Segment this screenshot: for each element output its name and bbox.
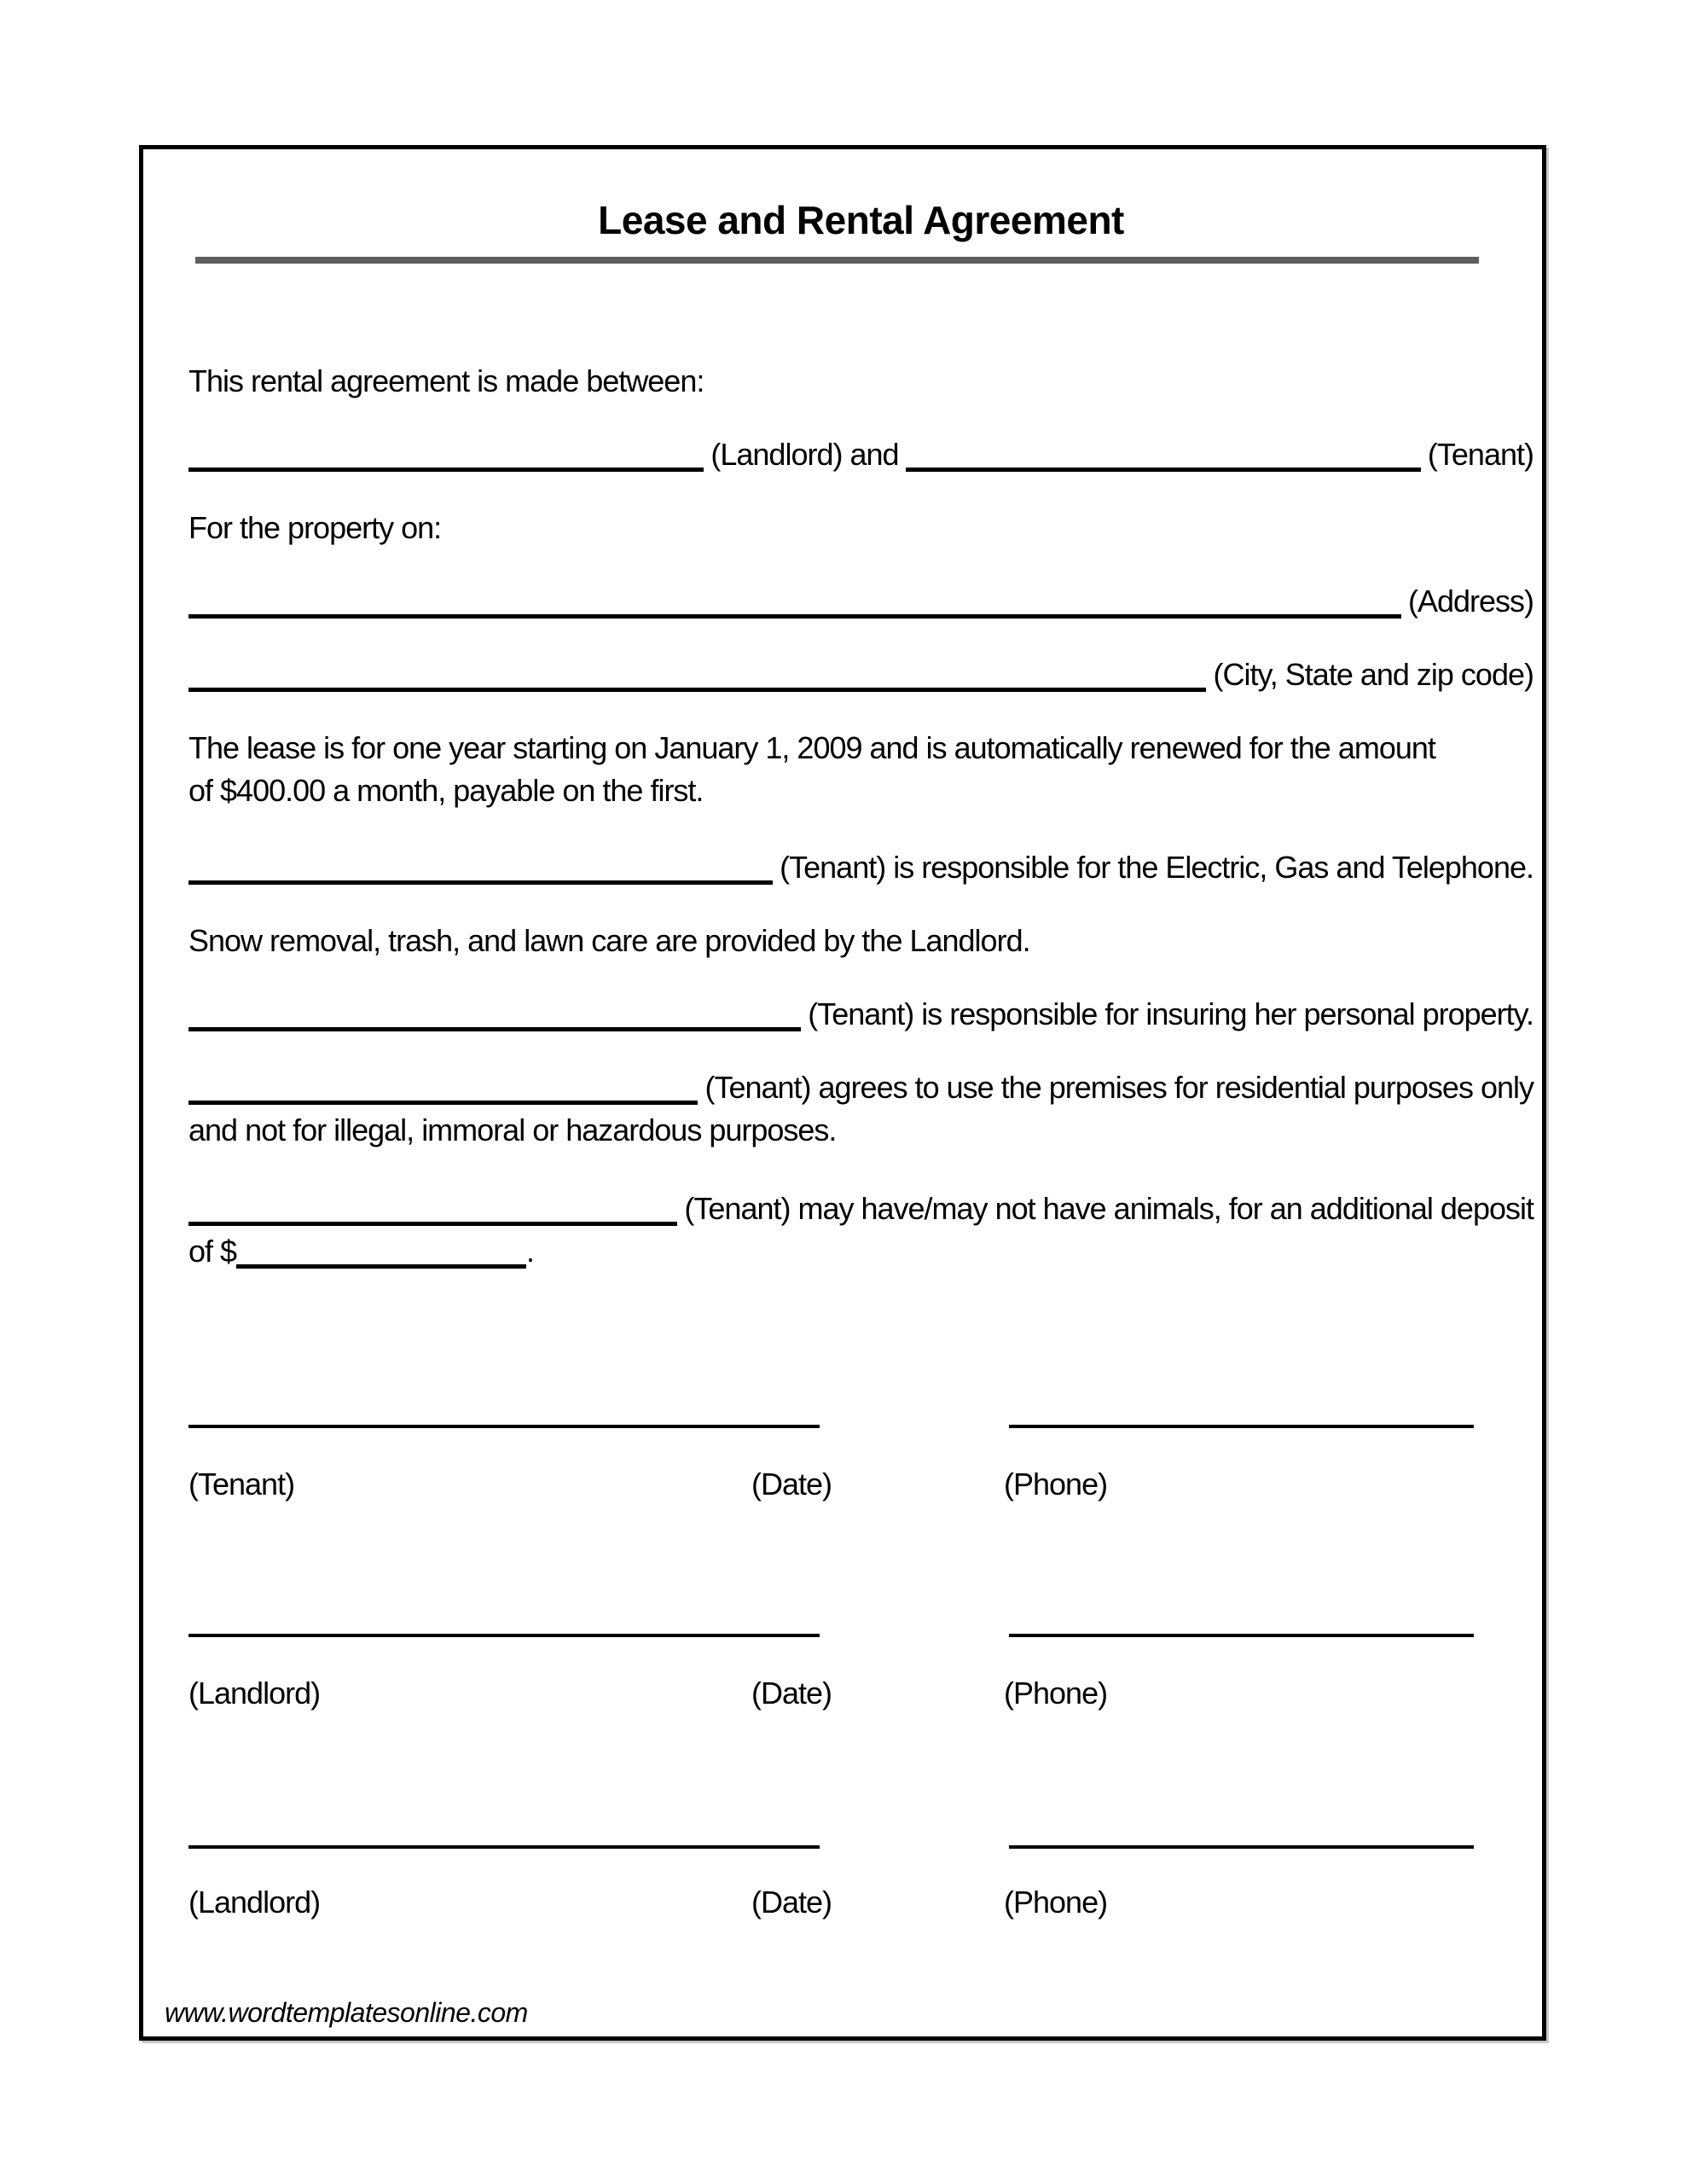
tenant-signature-line [188,1425,820,1428]
insurance-tenant-blank [188,1027,801,1031]
lease-term-line-2: of $400.00 a month, payable on the first. [188,773,704,808]
use-clause-text-2: and not for illegal, immoral or hazardous purposes. [188,1112,837,1147]
use-clause-paragraph [188,1066,1533,1152]
animals-clause-line-1 [188,1188,1533,1230]
use-clause-tenant-blank [188,1101,698,1105]
deposit-line [188,1230,1533,1273]
landlord-name-blank [188,468,704,472]
document-page [139,145,1546,2041]
landlord-services-line: Snow removal, trash, and lawn care are provided by the Landlord. [188,923,1030,958]
address-line [188,580,1533,623]
city-state-zip-blank [188,688,1206,692]
landlord2-signature-label: (Landlord) [188,1885,321,1920]
property-intro-line: For the property on: [188,510,442,545]
landlord2-phone-label: (Phone) [1004,1885,1108,1920]
signature-line-gap [820,1425,1009,1428]
use-clause-line-1 [188,1066,1533,1109]
utilities-tenant-blank [188,880,773,885]
signature-line-gap [820,1634,1009,1637]
signature-row-landlord2-labels [188,1881,1533,1924]
landlord2-date-label: (Date) [751,1885,832,1920]
address-blank [188,614,1401,619]
landlord1-signature-line [188,1634,820,1637]
animals-tenant-blank [188,1222,677,1226]
use-clause-text-1: (Tenant) agrees to use the premises for residential purposes only [704,1070,1533,1105]
tenant-name-blank [906,468,1421,472]
tenant-phone-label: (Phone) [1004,1467,1108,1502]
city-state-zip-line [188,653,1533,696]
tenant-date-label: (Date) [751,1467,832,1502]
signature-row-tenant-labels [188,1463,1533,1506]
tenant-phone-line [1009,1425,1474,1428]
insurance-line [188,993,1533,1036]
animals-clause-text: (Tenant) may have/may not have animals, for an additional deposit [684,1191,1533,1226]
address-label: (Address) [1407,584,1533,619]
landlord1-date-label: (Date) [751,1676,832,1711]
landlord1-phone-label: (Phone) [1004,1676,1108,1711]
signature-row-landlord1-labels [188,1672,1533,1715]
title-underline-rule [195,257,1479,264]
insurance-clause-text: (Tenant) is responsible for insuring her personal property. [808,996,1533,1031]
signature-row-landlord2-lines [188,1845,1533,1849]
document-title: Lease and Rental Agreement [598,198,1124,242]
tenant-signature-label: (Tenant) [188,1467,295,1502]
deposit-prefix-text: of $ [188,1234,237,1269]
animals-clause-paragraph [188,1188,1533,1273]
utilities-clause-text: (Tenant) is responsible for the Electric, Gas and Telephone. [780,850,1533,885]
signature-row-tenant-lines [188,1425,1533,1428]
lease-term-line-1: The lease is for one year starting on January 1, 2009 and is automatically renewed for the amount [188,730,1435,765]
landlord1-signature-label: (Landlord) [188,1676,321,1711]
landlord1-phone-line [1009,1634,1474,1637]
footer-url: www.wordtemplatesonline.com [165,1997,528,2028]
document-content [188,196,1533,1924]
parties-line [188,433,1533,476]
deposit-period-text: . [526,1234,535,1269]
signature-line-gap [820,1845,1009,1849]
deposit-amount-blank [236,1264,526,1269]
lease-term-paragraph [188,727,1533,812]
signature-row-landlord1-lines [188,1634,1533,1637]
intro-line: This rental agreement is made between: [188,363,704,398]
landlord-label: (Landlord) and [710,437,899,472]
tenant-label: (Tenant) [1427,437,1533,472]
city-state-zip-label: (City, State and zip code) [1213,657,1533,692]
landlord2-signature-line [188,1845,820,1849]
landlord2-phone-line [1009,1845,1474,1849]
utilities-line [188,846,1533,889]
